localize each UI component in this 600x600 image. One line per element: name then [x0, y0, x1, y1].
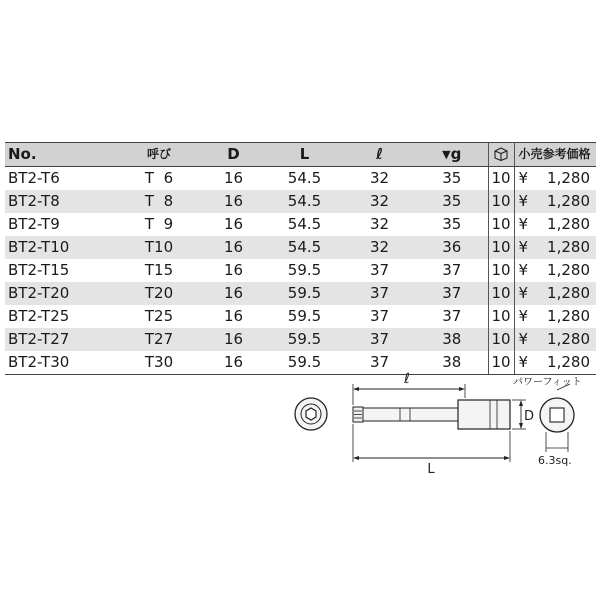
cell-g: 37 [442, 307, 462, 325]
cell-yobi: T27 [117, 328, 201, 351]
cell-l: 54.5 [266, 236, 343, 259]
price-value: 1,280 [547, 169, 590, 187]
header-g-label: g [450, 145, 462, 163]
cell-qty: 10 [488, 190, 514, 213]
cell-l: 59.5 [266, 328, 343, 351]
header-ell: ℓ [343, 143, 416, 167]
price-value: 1,280 [547, 215, 590, 233]
cell-g: 35 [442, 169, 462, 187]
cell-qty: 10 [488, 259, 514, 282]
cell-no: BT2-T10 [5, 236, 117, 259]
dim-label-l: L [427, 462, 435, 477]
cell-no: BT2-T25 [8, 307, 70, 325]
cell-ell: 32 [343, 236, 416, 259]
cell-yobi: T 6 [144, 169, 174, 187]
power-fit-label: パワーフィット [513, 377, 582, 388]
cell-g: 38 [416, 351, 488, 375]
cell-g: 36 [416, 236, 488, 259]
cell-l: 59.5 [287, 261, 322, 279]
cell-ell: 32 [369, 169, 390, 187]
cell-d: 16 [223, 307, 244, 325]
cell-d: 16 [201, 282, 266, 305]
dim-label-ell: ℓ [404, 371, 410, 387]
cell-no: BT2-T9 [8, 215, 60, 233]
cell-d: 16 [201, 351, 266, 375]
header-no: No. [5, 143, 117, 167]
dim-label-d: D [524, 409, 535, 424]
cell-no: BT2-T8 [5, 190, 117, 213]
cell-d: 16 [223, 261, 244, 279]
yen-sign: ¥ [518, 284, 529, 302]
yen-sign: ¥ [518, 330, 529, 348]
cell-qty: 10 [488, 351, 514, 375]
price-value: 1,280 [547, 284, 590, 302]
cell-ell: 37 [343, 351, 416, 375]
cell-qty: 10 [488, 213, 514, 236]
cell-g: 35 [442, 215, 462, 233]
cell-qty: 10 [488, 282, 514, 305]
header-yobi: 呼び [117, 143, 201, 167]
yen-sign: ¥ [518, 307, 529, 325]
yen-sign: ¥ [518, 215, 529, 233]
cell-yobi: T 8 [117, 190, 201, 213]
cell-yobi: T25 [144, 307, 174, 325]
yen-sign: ¥ [518, 353, 529, 371]
cell-qty: 10 [488, 167, 514, 191]
cell-ell: 37 [343, 328, 416, 351]
side-view [353, 371, 534, 477]
cell-yobi: T10 [117, 236, 201, 259]
header-price: 小売参考価格 [514, 143, 596, 167]
price-value: 1,280 [547, 192, 590, 210]
cell-g: 37 [442, 261, 462, 279]
cell-d: 16 [223, 215, 244, 233]
price-value: 1,280 [547, 353, 590, 371]
yen-sign: ¥ [518, 169, 529, 187]
cell-ell: 37 [369, 307, 390, 325]
cell-qty: 10 [488, 328, 514, 351]
cell-d: 16 [201, 328, 266, 351]
cell-ell: 32 [369, 215, 390, 233]
price-value: 1,280 [547, 330, 590, 348]
cell-qty: 10 [488, 236, 514, 259]
cell-d: 16 [201, 236, 266, 259]
cell-yobi: T30 [117, 351, 201, 375]
cell-g: 37 [416, 282, 488, 305]
header-l: L [266, 143, 343, 167]
bit-end-view [295, 398, 327, 430]
price-value: 1,280 [547, 307, 590, 325]
cell-l: 54.5 [287, 169, 322, 187]
yen-sign: ¥ [518, 238, 529, 256]
cell-yobi: T20 [117, 282, 201, 305]
cell-d: 16 [223, 169, 244, 187]
cell-l: 54.5 [266, 190, 343, 213]
cell-no: BT2-T15 [8, 261, 70, 279]
cell-ell: 37 [343, 282, 416, 305]
cell-no: BT2-T30 [5, 351, 117, 375]
cell-no: BT2-T20 [5, 282, 117, 305]
cell-g: 38 [416, 328, 488, 351]
cell-yobi: T 9 [144, 215, 174, 233]
cell-d: 16 [201, 190, 266, 213]
cell-no: BT2-T6 [8, 169, 60, 187]
cell-qty: 10 [488, 305, 514, 328]
yen-sign: ¥ [518, 261, 529, 279]
price-value: 1,280 [547, 261, 590, 279]
cell-ell: 37 [369, 261, 390, 279]
cell-ell: 32 [343, 190, 416, 213]
cell-g: 35 [416, 190, 488, 213]
cell-l: 59.5 [266, 351, 343, 375]
cell-l: 54.5 [287, 215, 322, 233]
yen-sign: ¥ [518, 192, 529, 210]
cell-l: 59.5 [287, 307, 322, 325]
cell-no: BT2-T27 [5, 328, 117, 351]
cell-yobi: T15 [144, 261, 174, 279]
triangle-marker-icon: ▼ [442, 148, 451, 161]
price-value: 1,280 [547, 238, 590, 256]
header-d: D [201, 143, 266, 167]
cell-l: 59.5 [266, 282, 343, 305]
square-size-label: 6.3sq. [538, 454, 572, 467]
